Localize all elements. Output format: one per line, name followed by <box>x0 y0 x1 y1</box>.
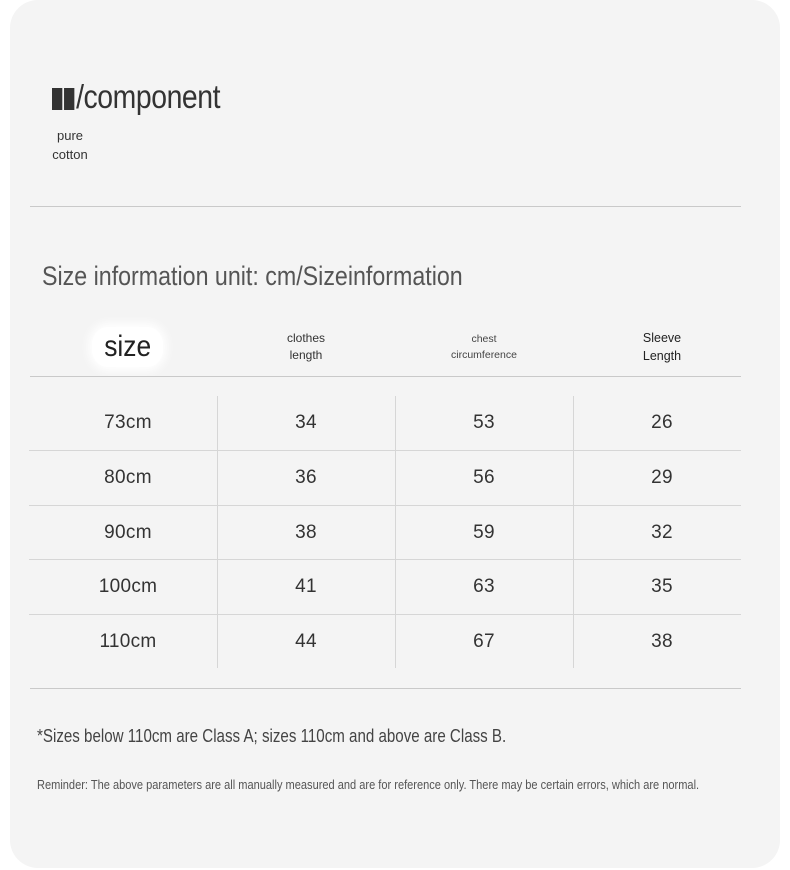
unrendered-glyph <box>64 88 74 110</box>
table-row <box>29 506 741 560</box>
header-chest-line-2: circumference <box>451 349 517 361</box>
component-value-line-1: pure <box>56 128 84 143</box>
cell-chest: 63 <box>473 576 495 597</box>
cell-chest: 53 <box>473 412 495 433</box>
cell-size: 73cm <box>104 412 152 433</box>
cell-clothes-length: 38 <box>295 522 317 543</box>
class-note: *Sizes below 110cm are Class A; sizes 110cm and above are Class B. <box>37 726 507 746</box>
cell-sleeve: 35 <box>651 576 673 597</box>
cell-sleeve: 26 <box>651 412 673 433</box>
cell-chest: 56 <box>473 467 495 488</box>
cell-clothes-length: 34 <box>295 412 317 433</box>
cell-clothes-length: 36 <box>295 467 317 488</box>
cell-size: 110cm <box>99 631 157 652</box>
reminder-note: Reminder: The above parameters are all manually measured and are for reference only. There may be certain errors, which are normal. <box>37 777 700 792</box>
header-chest <box>395 318 573 376</box>
header-clothes-length-line-1: clothes <box>286 331 326 345</box>
cell-clothes-length: 41 <box>295 576 317 597</box>
header-sleeve-line-2: Length <box>642 349 682 363</box>
table-row <box>29 560 741 614</box>
component-value-line-2: cotton <box>52 147 88 162</box>
header-chest-line-1: chest <box>471 333 497 345</box>
size-info-title: Size information unit: cm/Sizeinformation <box>42 261 463 291</box>
header-sleeve-line-1: Sleeve <box>642 331 682 345</box>
divider <box>30 206 741 207</box>
header-size <box>39 318 217 376</box>
cell-sleeve: 32 <box>651 522 673 543</box>
cell-sleeve: 38 <box>651 631 673 652</box>
header-clothes-length <box>217 318 395 376</box>
header-sleeve <box>573 318 751 376</box>
cell-size: 80cm <box>104 467 152 488</box>
table-bottom-divider <box>30 688 741 689</box>
component-title <box>52 78 220 116</box>
header-size-label: size <box>92 327 164 367</box>
cell-clothes-length: 44 <box>295 631 317 652</box>
cell-chest: 67 <box>473 631 495 652</box>
cell-size: 90cm <box>104 522 152 543</box>
cell-size: 100cm <box>98 576 158 597</box>
table-header <box>29 318 741 376</box>
cell-chest: 59 <box>473 522 495 543</box>
table-row <box>29 615 741 669</box>
header-divider <box>30 376 741 377</box>
cell-sleeve: 29 <box>651 467 673 488</box>
component-value <box>48 126 92 164</box>
unrendered-glyph <box>52 88 62 110</box>
component-title-text: /component <box>76 78 221 115</box>
table-row <box>29 396 741 450</box>
table-row <box>29 451 741 505</box>
header-clothes-length-line-2: length <box>289 348 323 362</box>
